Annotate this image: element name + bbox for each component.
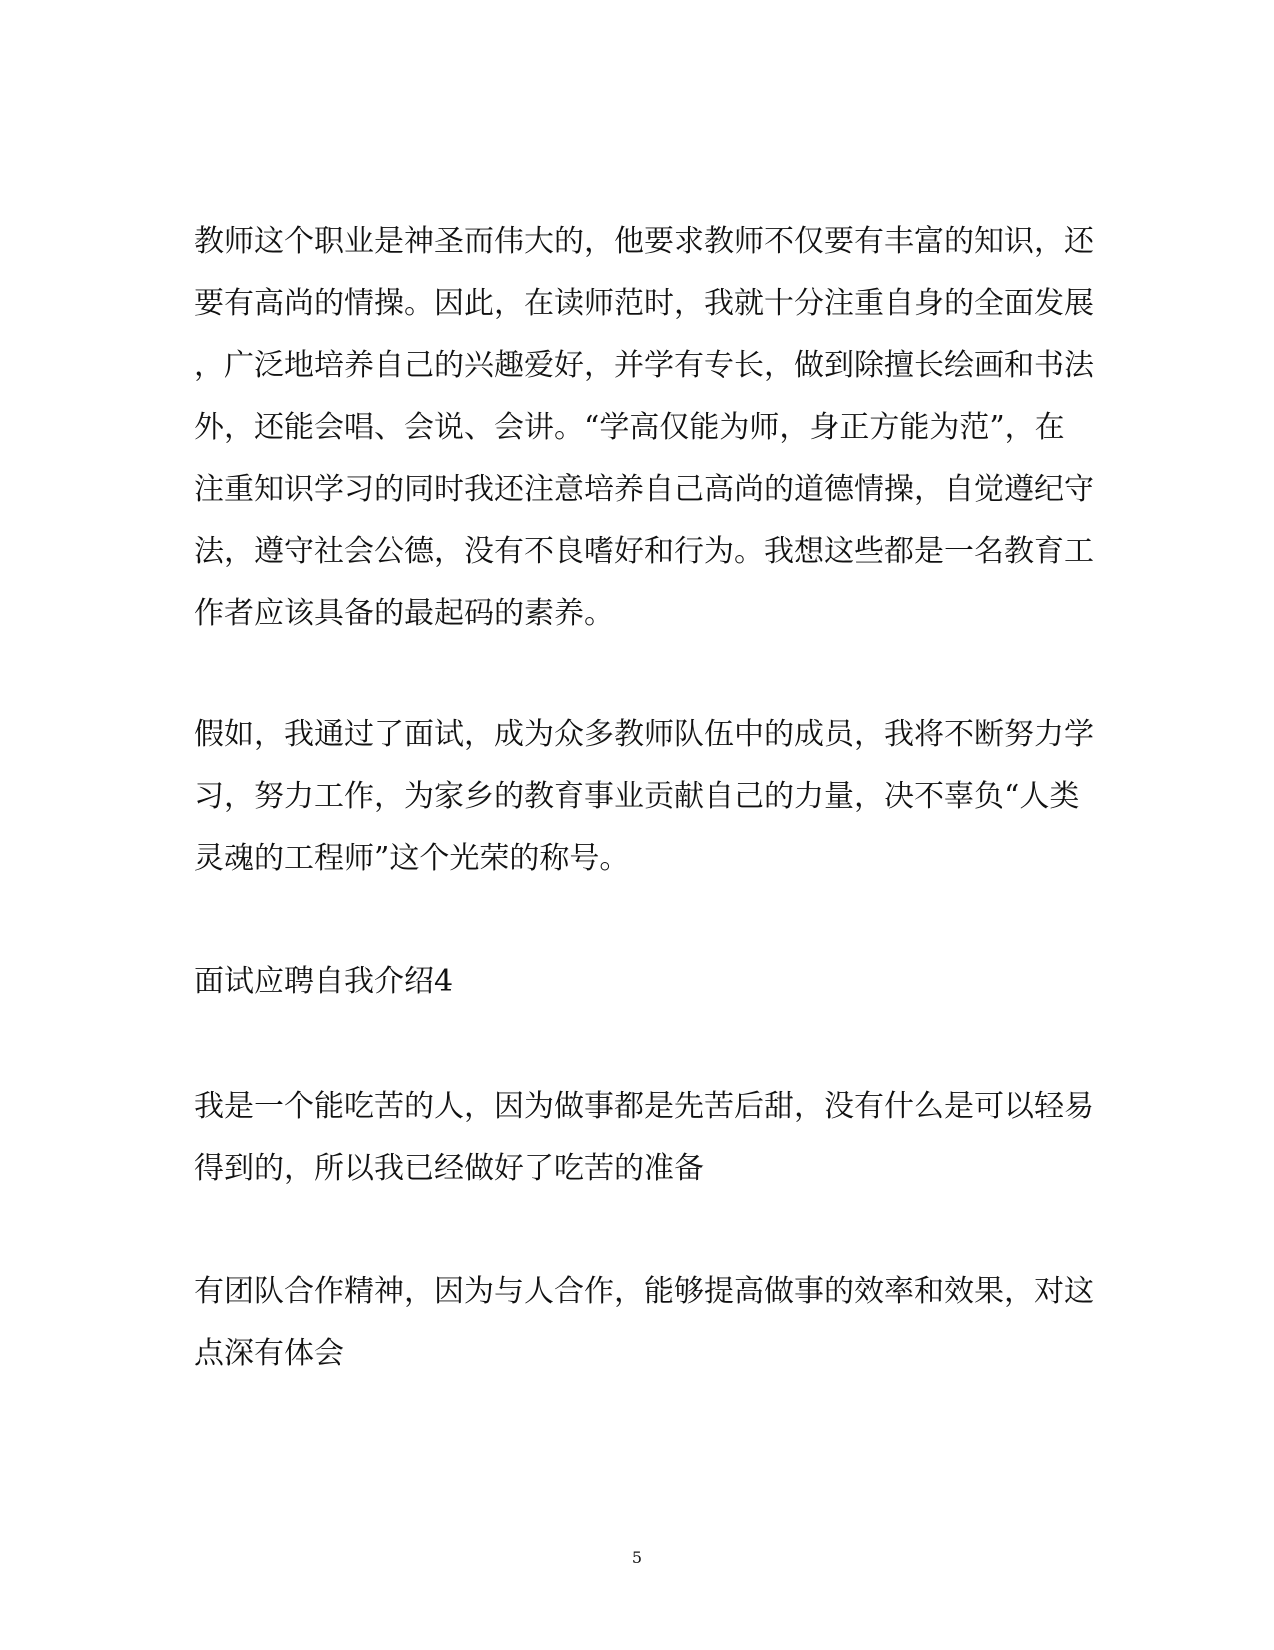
paragraph-2-line-1: 假如，我通过了面试，成为众多教师队伍中的成员，我将不断努力学 [194, 717, 1094, 752]
paragraph-5-line-2: 点深有体会 [194, 1336, 344, 1371]
paragraph-1-line-3: ，广泛地培养自己的兴趣爱好，并学有专长，做到除擅长绘画和书法 [194, 348, 1094, 383]
paragraph-1-line-2: 要有高尚的情操。因此，在读师范时，我就十分注重自身的全面发展 [194, 286, 1094, 321]
paragraph-1-line-6: 法，遵守社会公德，没有不良嗜好和行为。我想这些都是一名教育工 [194, 534, 1094, 569]
paragraph-5-line-1: 有团队合作精神，因为与人合作，能够提高做事的效率和效果，对这 [194, 1274, 1094, 1309]
paragraph-2-line-3: 灵魂的工程师”这个光荣的称号。 [194, 841, 630, 876]
paragraph-4-line-2: 得到的，所以我已经做好了吃苦的准备 [194, 1151, 704, 1186]
paragraph-4-line-1: 我是一个能吃苦的人，因为做事都是先苦后甜，没有什么是可以轻易 [194, 1089, 1094, 1124]
paragraph-2-line-2: 习，努力工作，为家乡的教育事业贡献自己的力量，决不辜负“人类 [194, 779, 1080, 814]
paragraph-1-line-4: 外，还能会唱、会说、会讲。“学高仅能为师，身正方能为范”，在 [194, 410, 1065, 445]
paragraph-1-line-5: 注重知识学习的同时我还注意培养自己高尚的道德情操，自觉遵纪守 [194, 472, 1094, 507]
paragraph-1-line-1: 教师这个职业是神圣而伟大的，他要求教师不仅要有丰富的知识，还 [194, 224, 1094, 259]
section-heading: 面试应聘自我介绍4 [194, 964, 454, 999]
page-number: 5 [631, 1548, 643, 1567]
paragraph-1-line-7: 作者应该具备的最起码的素养。 [194, 596, 614, 631]
